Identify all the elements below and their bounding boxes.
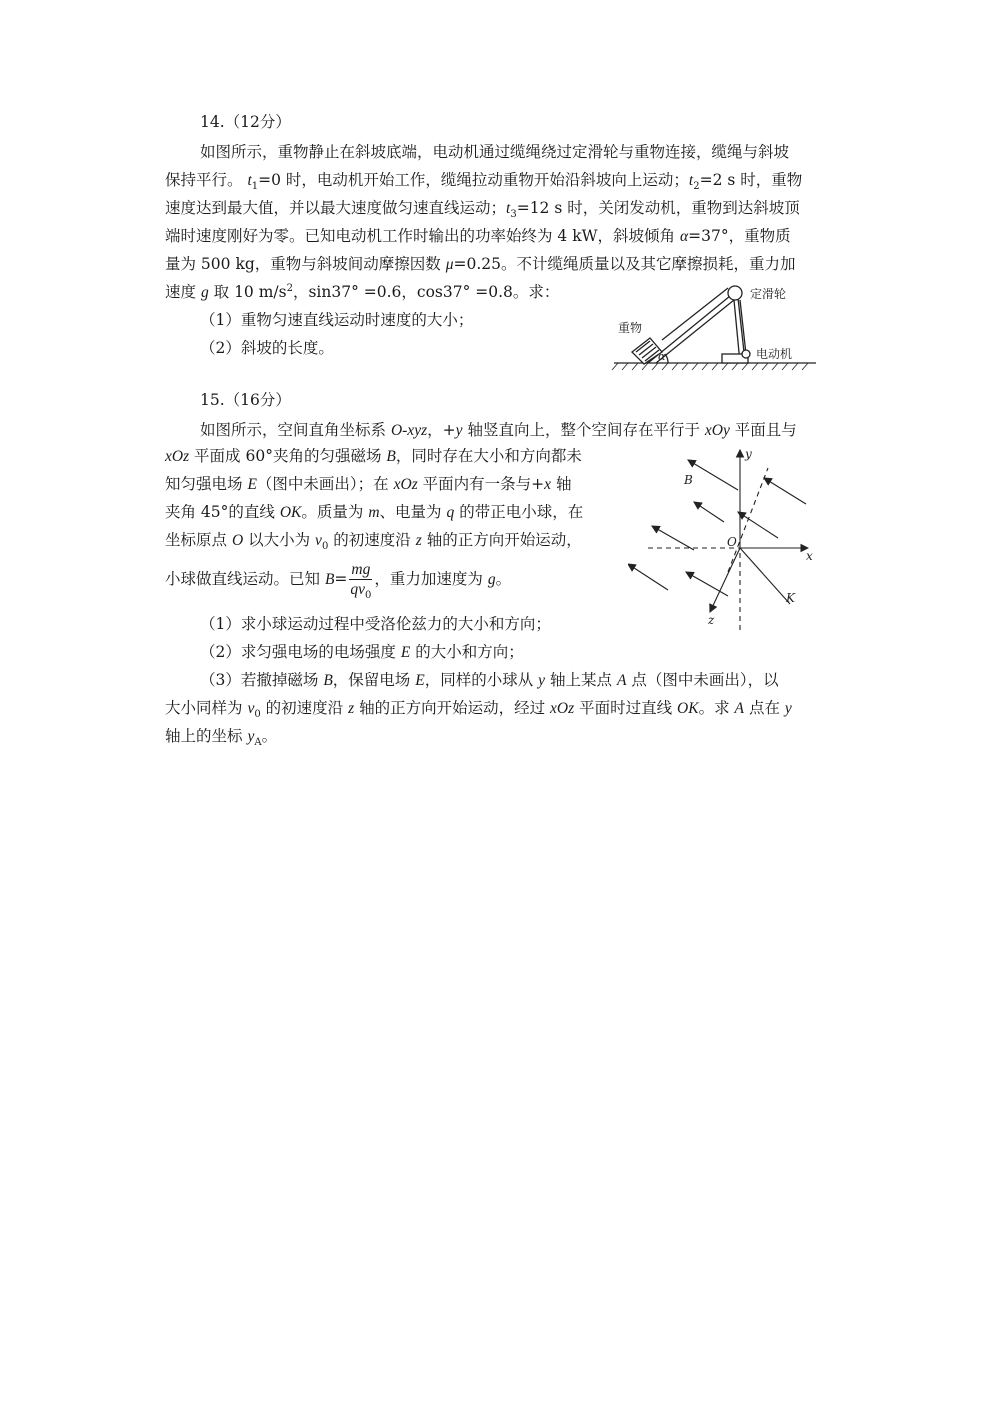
axis-label-y: y — [745, 447, 752, 461]
q15-line1: 如图所示，空间直角坐标系 O-xyz，+y 轴竖直向上，整个空间存在平行于 xOy 平面且与 — [200, 421, 797, 439]
q15-sub3: （3）若撤掉磁场 B，保留电场 E，同样的小球从 y 轴上某点 A 点（图中未画出），以 — [200, 671, 779, 689]
q14-line4: 端时速度刚好为零。已知电动机工作时输出的功率始终为 4 kW，斜坡倾角 α=37°，重物质 — [165, 227, 791, 245]
formula-fraction: $\frac{mg}{qv_0}$ — [350, 561, 372, 602]
fig-label-motor: 电动机 — [756, 347, 793, 361]
origin-label-O: O — [727, 535, 737, 549]
axis-label-z: z — [708, 613, 715, 627]
q14-line5: 量为 500 kg，重物与斜坡间动摩擦因数 μ=0.25。不计缆绳质量以及其它摩擦损耗，重力加 — [165, 255, 796, 273]
q15-sub1: （1）求小球运动过程中受洛伦兹力的大小和方向； — [200, 615, 551, 633]
fig-label-pulley: 定滑轮 — [750, 287, 787, 301]
q14-sub2: （2）斜坡的长度。 — [200, 339, 334, 357]
q15-line6: 小球做直线运动。已知 B= $\frac{mg}{qv_0}$ ，重力加速度为 g。 — [165, 561, 512, 602]
q15-header: 15.（16分） — [200, 391, 291, 409]
q14-line2: 保持平行。 $t_1=0$ 时，电动机开始工作，缆绳拉动重物开始沿斜坡向上运动；$t_2=2$ s 时，重物 — [165, 171, 803, 193]
q15-line9: 轴上的坐标 $y_A$。 — [165, 727, 278, 749]
q14-sub1: （1）重物匀速直线运动时速度的大小； — [200, 311, 474, 329]
z-axis — [710, 548, 740, 612]
axis-label-x: x — [806, 549, 813, 563]
fig-label-weight: 重物 — [618, 321, 643, 335]
q15-line2: xOz 平面成 60°夹角的匀强磁场 B，同时存在大小和方向都未 — [165, 447, 582, 465]
q14-line6: 速度 g 取 10 $m/s^2$，sin37° =0.6，cos37° =0.8。求： — [165, 282, 560, 301]
q14-figure — [610, 284, 820, 372]
q14-header: 14.（12分） — [200, 113, 291, 131]
q15-figure — [628, 444, 828, 636]
field-line — [686, 572, 728, 596]
field-line — [738, 512, 778, 538]
line-OK — [740, 548, 790, 604]
field-line — [764, 478, 806, 504]
pulley-icon — [728, 286, 742, 300]
field-line — [628, 564, 668, 590]
q15-line3: 知匀强电场 E（图中未画出）；在 xOz 平面内有一条与+x 轴 — [165, 475, 572, 493]
point-label-K: K — [786, 591, 795, 605]
q15-sub2: （2）求匀强电场的电场强度 E 的大小和方向； — [200, 643, 524, 661]
q14-line1: 如图所示，重物静止在斜坡底端，电动机通过缆绳绕过定滑轮与重物连接，缆绳与斜坡 — [200, 143, 790, 161]
field-label-B: B — [684, 473, 693, 487]
q15-line4: 夹角 45°的直线 OK。质量为 m、电量为 q 的带正电小球，在 — [165, 503, 584, 521]
angle-arc — [665, 354, 668, 363]
fig-label-angle: α — [658, 350, 666, 363]
field-line — [688, 460, 738, 490]
q15-line5: 坐标原点 O 以大小为 $v_0$ 的初速度沿 z 轴的正方向开始运动， — [165, 531, 582, 553]
q15-line8: 大小同样为 $v_0$ 的初速度沿 z 轴的正方向开始运动，经过 xOz 平面时过直线 OK。求 A 点在 y — [165, 699, 792, 721]
field-line — [694, 502, 724, 522]
q14-line3: 速度达到最大值，并以最大速度做匀速直线运动；$t_3=12$ s 时，关闭发动机，重物到达斜坡顶 — [165, 199, 800, 221]
field-line — [652, 526, 694, 550]
